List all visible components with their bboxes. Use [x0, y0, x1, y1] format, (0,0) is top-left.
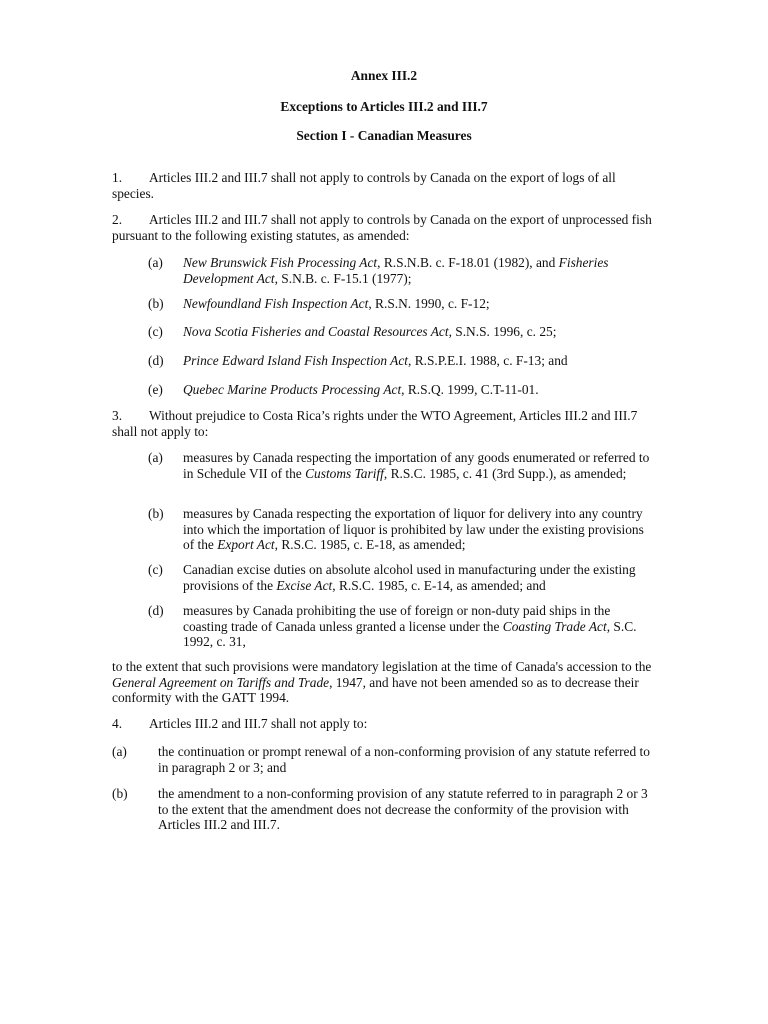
item-text: Canadian excise duties on absolute alcohol used in manufacturing under the existing provisions of the [183, 562, 636, 593]
statute-name: New Brunswick Fish Processing Act [183, 255, 378, 270]
list-item [148, 382, 658, 398]
statute-citation: , R.S.N.B. c. F-18.01 (1982), and [377, 255, 559, 270]
paragraph-4 [112, 716, 660, 732]
paragraph-1 [112, 170, 660, 201]
annex-subtitle: Exceptions to Articles III.2 and III.7 [280, 99, 488, 114]
section-title: Section I - Canadian Measures [296, 128, 472, 143]
paragraph-number: 3. [112, 408, 123, 423]
list-item [148, 324, 658, 340]
statute-name: Export Act [217, 537, 275, 552]
statute-citation: , R.S.C. 1985, c. E-18, as amended; [274, 537, 466, 552]
list-item [148, 450, 658, 481]
item-label: (d) [148, 603, 164, 618]
list-item [148, 562, 658, 593]
item-label: (e) [148, 382, 163, 397]
statute-name: Prince Edward Island Fish Inspection Act [183, 353, 409, 368]
paragraph-text: Articles III.2 and III.7 shall not apply to: [149, 716, 368, 731]
statute-citation: , R.S.C. 1985, c. 41 (3rd Supp.), as amended; [383, 465, 627, 481]
statute-citation: , S.C. 1992, c. 31, [183, 618, 637, 649]
agreement-name: General Agreement on Tariffs and Trade [112, 674, 330, 690]
list-item [148, 603, 658, 650]
paragraph-number: 2. [112, 212, 123, 227]
list-item [112, 786, 660, 833]
statute-citation: , S.N.B. c. F-15.1 (1977); [274, 270, 412, 286]
statute-citation: , R.S.Q. 1999, C.T-11-01. [401, 382, 539, 397]
statute-citation: , R.S.P.E.I. 1988, c. F-13; and [408, 353, 568, 368]
item-text: the continuation or prompt renewal of a non-conforming provision of any statute referred to in paragraph 2 or 3; and [158, 744, 650, 775]
item-label: (a) [148, 450, 163, 465]
paragraph-2 [112, 212, 660, 243]
statute-citation: , R.S.C. 1985, c. E-14, as amended; and [332, 577, 546, 593]
list-item [148, 353, 658, 369]
statute-name: Customs Tariff [305, 465, 384, 481]
item-text: the amendment to a non-conforming provision of any statute referred to in paragraph 2 or 3 to the extent that the amendment does not decrease the conformity of the provision with Articles III.2 and III.7. [158, 786, 648, 832]
list-item [148, 296, 658, 312]
statute-name: Nova Scotia Fisheries and Coastal Resources Act [183, 324, 449, 339]
statute-name: Fisheries Development Act [183, 255, 609, 286]
list-item [148, 255, 658, 286]
closing-text: , 1947, and have not been amended so as to decrease their conformity with the GATT 1994. [112, 674, 639, 705]
paragraph-3-closing [112, 659, 660, 706]
annex-title: Annex III.2 [350, 68, 418, 83]
paragraph-text: Articles III.2 and III.7 shall not apply to controls by Canada on the export of logs of all species. [112, 170, 616, 201]
statute-name: Excise Act [276, 577, 333, 593]
item-label: (a) [148, 255, 163, 270]
item-label: (c) [148, 562, 163, 577]
statute-citation: , R.S.N. 1990, c. F-12; [368, 296, 490, 311]
item-label: (d) [148, 353, 164, 368]
item-label: (b) [112, 786, 128, 801]
item-label: (b) [148, 296, 164, 311]
item-text: measures by Canada respecting the importation of any goods enumerated or referred to in Schedule VII of the [183, 450, 650, 481]
paragraph-number: 1. [112, 170, 123, 185]
statute-citation: , S.N.S. 1996, c. 25; [448, 324, 557, 339]
item-label: (a) [112, 744, 127, 759]
item-text: measures by Canada respecting the exportation of liquor for delivery into any country into which the importation of liquor is prohibited by law under the existing provisions of the [183, 506, 644, 552]
item-text: measures by Canada prohibiting the use of foreign or non-duty paid ships in the coasting trade of Canada unless granted a license under the [183, 603, 611, 634]
list-item [112, 744, 660, 775]
item-label: (c) [148, 324, 163, 339]
statute-name: Coasting Trade Act [502, 618, 607, 634]
list-item [148, 506, 658, 553]
paragraph-text: Without prejudice to Costa Rica’s rights under the WTO Agreement, Articles III.2 and III.7 shall not apply to: [112, 408, 638, 439]
paragraph-number: 4. [112, 716, 123, 731]
item-label: (b) [148, 506, 164, 521]
closing-text: to the extent that such provisions were mandatory legislation at the time of Canada's accession to the [112, 659, 652, 674]
statute-name: Newfoundland Fish Inspection Act [183, 296, 369, 311]
paragraph-3 [112, 408, 660, 439]
statute-name: Quebec Marine Products Processing Act [183, 382, 402, 397]
paragraph-text: Articles III.2 and III.7 shall not apply to controls by Canada on the export of unprocessed fish pursuant to the following existing statutes, as amended: [112, 212, 652, 243]
